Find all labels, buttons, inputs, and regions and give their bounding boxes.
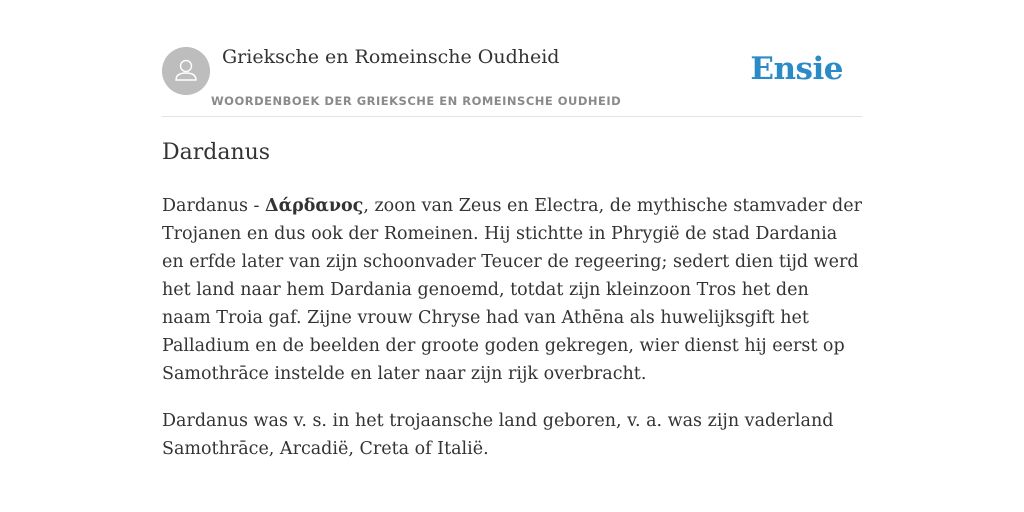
page-title: Dardanus [162, 140, 271, 165]
page [162, 0, 862, 459]
term-label: Dardanus - [162, 196, 266, 216]
source-header [162, 0, 862, 117]
paragraph-1 [162, 192, 862, 388]
user-icon[interactable] [162, 47, 210, 95]
greek-term: Δάρδανος [265, 196, 364, 216]
paragraph-2: Dardanus was v. s. in het trojaansche land geboren, v. a. was zijn vaderland Samothrāce, Arcadië, Creta of Italië. [162, 411, 834, 459]
definition-text: , zoon van Zeus en Electra, de mythische stamvader der Trojanen en dus ook der Romeinen. Hij stichtte in Phrygië de stad Dardania en erfde later van zijn schoonvader Teucer de regeering; sedert dien tijd werd het land naar hem Dardania genoemd, totdat zijn kleinzoon Tros het den naam Troia gaf. Zijne vrouw Chryse had van Athēna als huwelijksgift het Palladium en de beelden der groote goden gekregen, wier dienst hij eerst op Samothrāce instelde en later naar zijn rijk overbracht. [162, 196, 862, 384]
brand-logo[interactable]: Ensie [750, 51, 843, 87]
source-subtitle: WOORDENBOEK DER GRIEKSCHE EN ROMEINSCHE OUDHEID [211, 94, 622, 108]
source-title[interactable]: Grieksche en Romeinsche Oudheid [222, 46, 560, 68]
article-body [162, 192, 862, 482]
